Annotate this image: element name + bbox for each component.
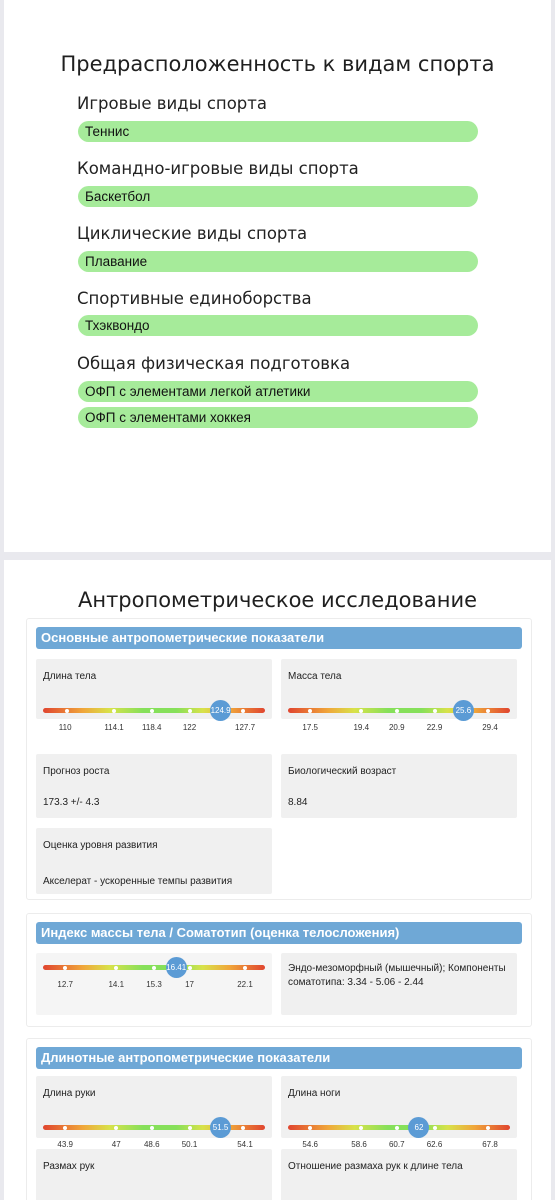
gauge-bar — [288, 1125, 510, 1130]
growth-forecast-label: Прогноз роста — [43, 766, 110, 777]
growth-forecast-tile — [36, 754, 272, 818]
leg-length-gauge — [288, 1119, 510, 1151]
body-mass-marker: 25.6 — [453, 700, 474, 721]
gauge-dot — [112, 709, 116, 713]
arm-span-label: Размах рук — [43, 1161, 95, 1172]
category-label-team: Командно-игровые виды спорта — [77, 159, 359, 178]
gauge-dot — [359, 709, 363, 713]
body-mass-gauge — [288, 702, 510, 734]
basic-indicators-header: Основные антропометрические показатели — [36, 627, 522, 649]
bmi-gauge-tile — [36, 953, 272, 1015]
category-label-game: Игровые виды спорта — [77, 94, 268, 113]
gauge-tick: 15.3 — [146, 980, 162, 989]
arm-length-gauge — [43, 1119, 265, 1151]
sport-pill-basketball[interactable]: Баскетбол — [78, 186, 478, 207]
development-tile — [36, 828, 272, 894]
arm-length-tile — [36, 1076, 272, 1149]
span-ratio-label: Отношение размаха рук к длине тела — [288, 1161, 463, 1172]
gauge-dot — [433, 709, 437, 713]
gauge-dot — [150, 709, 154, 713]
gauge-dot — [114, 1126, 118, 1130]
body-length-tile — [36, 659, 272, 732]
basic-indicators-section — [26, 618, 532, 900]
somatotype-text: Эндо-мезоморфный (мышечный); Компоненты соматотипа: 3.34 - 5.06 - 2.44 — [288, 963, 506, 988]
sports-predisposition-card — [4, 0, 551, 552]
gauge-dot — [359, 1126, 363, 1130]
length-indicators-header: Длинотные антропометрические показатели — [36, 1047, 522, 1069]
gauge-dot — [114, 966, 118, 970]
category-label-general: Общая физическая подготовка — [77, 354, 351, 373]
sport-pill-athletics[interactable]: ОФП с элементами легкой атлетики — [78, 381, 478, 402]
leg-length-tile — [281, 1076, 517, 1149]
arm-length-label: Длина руки — [43, 1088, 96, 1099]
bmi-section — [26, 913, 532, 1027]
sport-pill-hockey[interactable]: ОФП с элементами хоккея — [78, 407, 478, 428]
gauge-tick: 19.4 — [353, 723, 370, 732]
gauge-dot — [308, 709, 312, 713]
gauge-tick: 29.4 — [482, 723, 498, 732]
arm-span-tile — [36, 1149, 272, 1200]
sport-pill-tennis[interactable]: Теннис — [78, 121, 478, 142]
gauge-tick: 20.9 — [388, 723, 405, 732]
sport-pill-swimming[interactable]: Плавание — [78, 251, 478, 272]
gauge-tick: 60.7 — [388, 1140, 405, 1149]
gauge-dot — [433, 1126, 437, 1130]
category-label-combat: Спортивные единоборства — [77, 289, 312, 308]
body-length-gauge — [43, 702, 265, 734]
gauge-tick: 43.9 — [57, 1140, 73, 1149]
category-label-cyclic: Циклические виды спорта — [77, 224, 308, 243]
gauge-dot — [188, 966, 192, 970]
gauge-tick: 17.5 — [302, 723, 318, 732]
development-label: Оценка уровня развития — [43, 840, 158, 851]
gauge-tick: 67.8 — [482, 1140, 498, 1149]
gauge-dot — [241, 709, 245, 713]
bmi-marker: 16.41 — [166, 957, 187, 978]
gauge-tick: 54.6 — [302, 1140, 318, 1149]
gauge-dot — [241, 1126, 245, 1130]
bio-age-tile — [281, 754, 517, 818]
gauge-tick: 47 — [111, 1140, 121, 1149]
gauge-tick: 110 — [58, 723, 72, 732]
sport-pill-taekwondo[interactable]: Тхэквондо — [78, 315, 478, 336]
gauge-tick: 122 — [182, 723, 197, 732]
leg-length-label: Длина ноги — [288, 1088, 341, 1099]
bio-age-label: Биологический возраст — [288, 766, 397, 777]
gauge-dot — [188, 709, 192, 713]
gauge-tick: 17 — [185, 980, 194, 989]
gauge-dot — [486, 1126, 490, 1130]
span-ratio-tile — [281, 1149, 517, 1200]
gauge-tick: 50.1 — [181, 1140, 198, 1149]
bmi-header: Индекс массы тела / Соматотип (оценка телосложения) — [36, 922, 522, 944]
leg-length-marker: 62 — [408, 1117, 429, 1138]
bio-age-value: 8.84 — [288, 797, 308, 808]
gauge-dot — [152, 966, 156, 970]
gauge-dot — [486, 709, 490, 713]
growth-forecast-value: 173.3 +/- 4.3 — [43, 797, 100, 808]
gauge-dot — [395, 1126, 399, 1130]
gauge-dot — [150, 1126, 154, 1130]
body-length-marker: 124.9 — [210, 700, 231, 721]
gauge-bar — [43, 1125, 265, 1130]
gauge-tick: 22.1 — [237, 980, 253, 989]
gauge-bar — [288, 708, 510, 713]
gauge-dot — [243, 966, 247, 970]
gauge-dot — [63, 966, 67, 970]
gauge-tick: 22.9 — [426, 723, 443, 732]
body-mass-label: Масса тела — [288, 671, 342, 682]
length-indicators-section — [26, 1038, 532, 1200]
gauge-dot — [63, 1126, 67, 1130]
anthro-title: Антропометрическое исследование — [77, 588, 478, 612]
anthropometric-card — [4, 560, 551, 1200]
gauge-tick: 118.4 — [142, 723, 162, 732]
body-mass-tile — [281, 659, 517, 732]
gauge-tick: 14.1 — [108, 980, 125, 989]
arm-length-marker: 51.5 — [210, 1117, 231, 1138]
gauge-dot — [395, 709, 399, 713]
gauge-dot — [188, 1126, 192, 1130]
gauge-tick: 58.6 — [351, 1140, 367, 1149]
sports-title: Предрасположенность к видам спорта — [60, 52, 495, 76]
development-value: Акселерат - ускоренные темпы развития — [43, 876, 233, 887]
gauge-tick: 54.1 — [237, 1140, 253, 1149]
bmi-gauge — [43, 959, 265, 991]
gauge-tick: 114.1 — [104, 723, 124, 732]
gauge-tick: 12.7 — [57, 980, 73, 989]
gauge-tick: 48.6 — [143, 1140, 160, 1149]
gauge-bar — [43, 708, 265, 713]
gauge-tick: 127.7 — [235, 723, 256, 732]
somatotype-tile — [281, 953, 517, 1015]
gauge-dot — [308, 1126, 312, 1130]
gauge-tick: 62.6 — [426, 1140, 443, 1149]
body-length-label: Длина тела — [43, 671, 97, 682]
